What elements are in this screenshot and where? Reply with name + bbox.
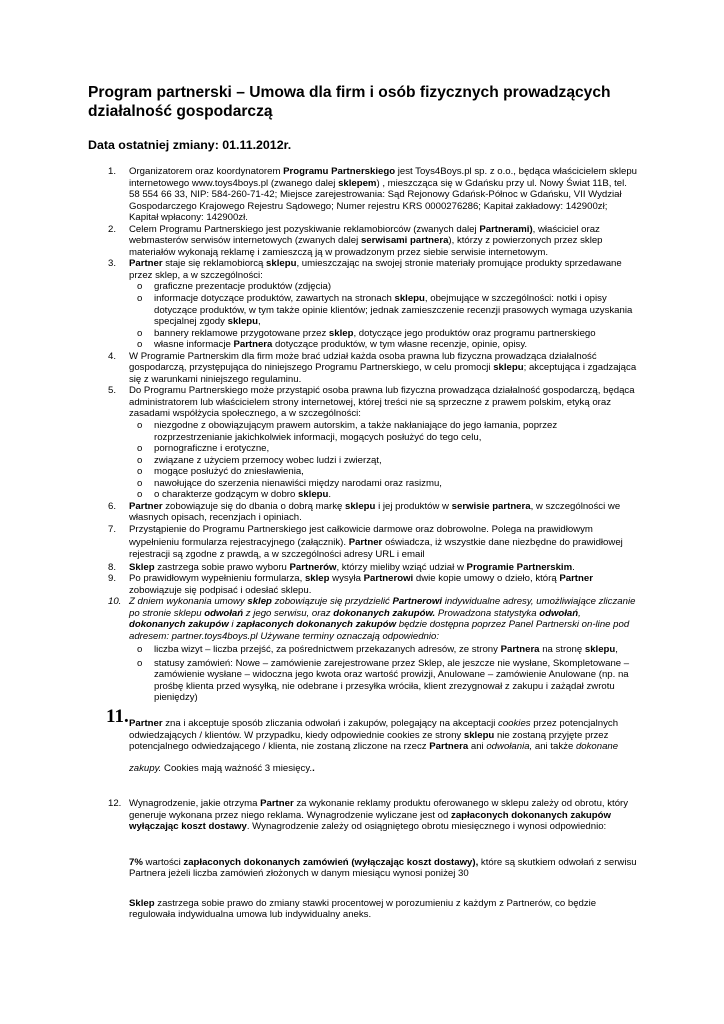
item-number: 7. [108, 523, 117, 535]
sub-item: o o charakterze godzącym w dobro sklepu. [137, 489, 332, 501]
sub-item: o graficzne prezentacje produktów (zdjęcia) [137, 281, 332, 293]
item-number: 1. [108, 166, 117, 177]
item-number: 10. [108, 596, 122, 608]
list-item-7: 7. Przystąpienie do Programu Partnerskiego jest całkowicie darmowe oraz dobrowolne. Polega na prawidłowym wypełnieniu formularza rejestracyjnego (załącznik). Partner oświadcza, iż wszystkie dane niezbędne do prawidłowej rejestracji są zgodne z prawdą, a w szczególności adresy URL i email [108, 523, 623, 561]
bullet-icon: o [137, 443, 143, 455]
bullet-icon: o [137, 420, 143, 432]
item-number: 12. [108, 798, 122, 810]
sub-item: o informacje dotyczące produktów, zawartych na stronach sklepu, obejmujące w szczególności: notki i opisy dotyczące produktów, w tym także opinie klientów; jednak zamieszczenie recenzji prasowych wymaga uzyskania specjalnej zgody sklepu, [137, 293, 633, 328]
list-item-6: 6. Partner zobowiązuje się do dbania o dobrą markę sklepu i jej produktów w serwisie partnera, w szczególności we własnych opisach, recenzjach i opiniach. [108, 500, 621, 524]
bullet-icon: o [137, 454, 143, 466]
commission-paragraph: 7% wartości zapłaconych dokonanych zamówień (wyłączając koszt dostawy), które są skutkiem odwołań z serwisu Partnera jeżeli liczba zamówień złożonych w danym miesiącu wynosi poniżej 30 [129, 856, 637, 880]
item-number: 2. [108, 223, 117, 235]
list-item-5: 5. Do Programu Partnerskiego może przystąpić osoba prawna lub fizyczna prowadząca działalność gospodarczą, będąca administratorem lub właścicielem strony internetowej, której treści nie są sprzeczne z prawem polskim, etyką oraz zasadami współżycia społecznego, a w szczególności: [108, 385, 635, 420]
last-modified-date: Data ostatniej zmiany: 01.11.2012r. [88, 138, 292, 152]
bullet-icon: o [137, 339, 143, 351]
list-item-4: 4. W Programie Partnerskim dla firm może brać udział każda osoba prawna lub fizyczna prowadząca działalność gospodarczą, przystępująca do niniejszego Programu Partnerskiego, w celu promocji sklepu; akceptująca i zgadzająca się z warunkami niniejszego regulaminu. [108, 350, 637, 385]
item-number: 9. [108, 573, 117, 585]
list-item-3: 3. Partner staje się reklamobiorcą sklepu, umieszczając na swojej stronie materiały promujące produkty sprzedawane przez sklep, a w szczególności: [108, 258, 622, 281]
bullet-icon: o [137, 327, 143, 339]
bullet-icon: o [137, 657, 143, 669]
list-item-1: 1. Organizatorem oraz koordynatorem Programu Partnerskiego jest Toys4Boys.pl sp. z o.o., będąca właścicielem sklepu internetowego www.toys4boys.pl (zwanego dalej sklepem) , mieszcząca się w Gdańsku przy ul. Nowy Świat 11B, tel. 58 554 66 33, NIP: 584-260-71-42; Miejsce zarejestrowania: Sąd Rejonowy Gdańsk-Północ w Gdańsku, VII Wydział Gospodarczego Krajowego Rejestru Sądowego; Numer rejestru KRS 0000276286; Kapitał zakładowy: 142900zł; Kapitał wpłacony: 142900zł. [108, 166, 637, 224]
sub-item: o bannery reklamowe przygotowane przez sklep, dotyczące jego produktów oraz programu partnerskiego [137, 327, 596, 339]
list-item-8: 8. Sklep zastrzega sobie prawo wyboru Partnerów, którzy mieliby wziąć udział w Programie Partnerskim. [108, 561, 575, 573]
bullet-icon: o [137, 466, 143, 478]
sub-item: o pornograficzne i erotyczne, [137, 443, 270, 455]
list-item-10: 10. Z dniem wykonania umowy sklep zobowiązuje się przydzielić Partnerowi indywidualne adresy, umożliwiające zliczanie po stronie sklepu odwołań z jego serwisu, oraz dokonanych zakupów. Prowadzona statystyka odwołań, dokonanych zakupów i zapłaconych dokonanych zakupów będzie dostępna poprzez Panel Partnerski on-line pod adresem: partner.toys4boys.pl Używane terminy oznaczają odpowiednio: [108, 596, 636, 643]
list-item-2: 2. Celem Programu Partnerskiego jest pozyskiwanie reklamobiorców (zwanych dalej Partnerami), właściciel oraz webmasterów serwisów internetowych (zwanych dalej serwisami partnera), którzy z powierzonych przez sklep materiałów wykonają reklamę i zamieszczą ją w prowadzonym przez siebie serwisie internetowym. [108, 223, 603, 258]
sub-item: o mogące posłużyć do zniesławienia, [137, 466, 304, 478]
sub-item: o nawołujące do szerzenia nienawiści między narodami oraz rasizmu, [137, 477, 442, 489]
page-title: Program partnerski – Umowa dla firm i osób fizycznych prowadzących działalność gospodarczą [88, 84, 611, 120]
bullet-icon: o [137, 643, 143, 655]
list-item-9: 9. Po prawidłowym wypełnieniu formularza, sklep wysyła Partnerowi dwie kopie umowy o dzieło, którą Partner zobowiązuje się podpisać i odesłać sklepu. [108, 573, 593, 596]
item-number: 3. [108, 258, 117, 270]
sub-item: o statusy zamówień: Nowe – zamówienie zarejestrowane przez Sklep, ale jeszcze nie wysłane, Skompletowane – zamówienie wysłane – widoczna jego kwota oraz wartość prowizji, Anulowane – zamówienie Anulowane (np. na prośbę klienta przed wysyłką, nie odebrane i przesyłka wróciła, klient zrezygnował z zakupu i zażądał zwrotu pieniędzy) [137, 657, 630, 704]
sub-item: o niezgodne z obowiązującym prawem autorskim, a także nakłaniające do jego łamania, poprzez rozprzestrzenianie jakichkolwiek informacji, mogących posłużyć do tego celu, [137, 420, 558, 443]
item-number: 8. [108, 561, 117, 573]
bullet-icon: o [137, 281, 143, 293]
bullet-icon: o [137, 293, 143, 305]
sub-item: o własne informacje Partnera dotyczące produktów, w tym własne recenzje, opinie, opisy. [137, 339, 528, 351]
bullet-icon: o [137, 489, 143, 501]
list-item-11: 11. Partner zna i akceptuje sposób zliczania odwołań i zakupów, polegający na akceptacji cookies przez potencjalnych odwiedzających / klientów. W przypadku, kiedy odpowiednie cookies ze strony sklepu nie zostaną przyjęte przez potencjalnego odwiedzającego / klienta, nie zostaną zliczone na rzecz Partnera ani odwołania, ani także dokonane zakupy. Cookies mają ważność 3 miesięcy.. [106, 705, 619, 774]
item-number: 6. [108, 500, 117, 512]
bullet-icon: o [137, 477, 143, 489]
terms-list [108, 166, 638, 921]
sub-item: o liczba wizyt – liczba przejść, za pośrednictwem przekazanych adresów, ze strony Partnera na stronę sklepu, [137, 643, 618, 655]
item-number: 5. [108, 385, 117, 397]
item-number: 11. [106, 705, 129, 727]
item-number: 4. [108, 350, 117, 362]
rate-change-paragraph: Sklep zastrzega sobie prawo do zmiany stawki procentowej w porozumieniu z każdym z Partnerów, co będzie regulowała indywidualna umowa lub indywidualny aneks. [129, 897, 597, 921]
list-item-12: 12. Wynagrodzenie, jakie otrzyma Partner za wykonanie reklamy produktu oferowanego w sklepu zależy od obrotu, który generuje wykonana przez niego reklama. Wynagrodzenie wyliczane jest od zapłaconych dokonanych zakupów wyłączając koszt dostawy. Wynagrodzenie zależy od osiągniętego obrotu miesięcznego i wynosi odpowiednio: [108, 798, 629, 833]
sub-item: o związane z użyciem przemocy wobec ludzi i zwierząt, [137, 454, 382, 466]
